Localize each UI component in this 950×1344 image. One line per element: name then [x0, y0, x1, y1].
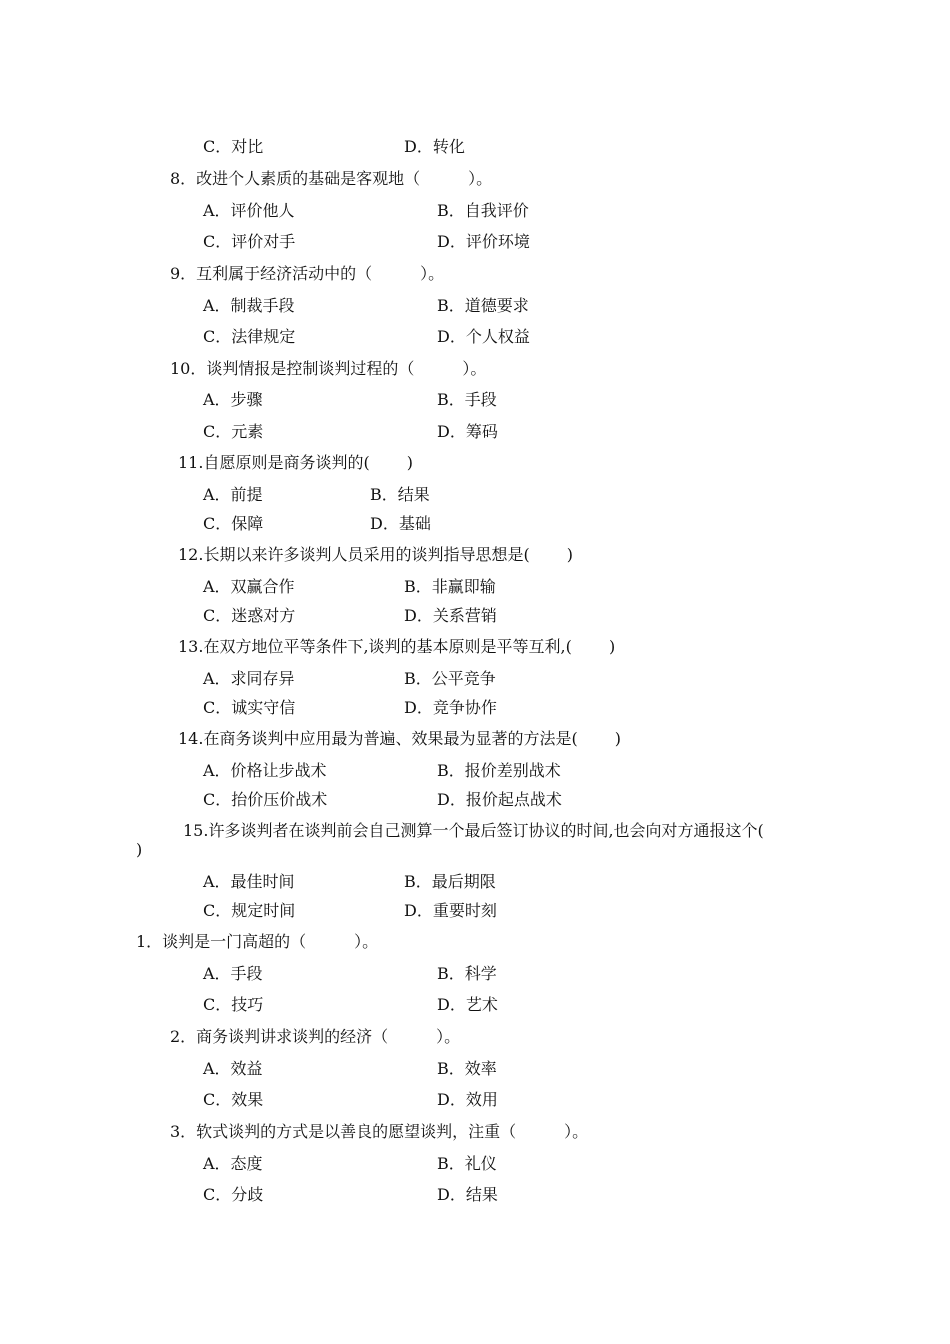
- option-b-q2: B．效率: [437, 1059, 497, 1078]
- option-b-q8: B．自我评价: [437, 201, 529, 220]
- option-d-q15: D．重要时刻: [404, 901, 497, 920]
- option-a-q1: A．手段: [203, 964, 263, 983]
- option-c-q14: C．抬价压价战术: [203, 790, 328, 809]
- option-b-q13: B．公平竞争: [404, 669, 496, 688]
- question-2: 2．商务谈判讲求谈判的经济（ ）。: [170, 1027, 461, 1046]
- question-12: 12.长期以来许多谈判人员采用的谈判指导思想是( ): [178, 545, 574, 564]
- question-9: 9．互利属于经济活动中的（ ）。: [170, 264, 445, 283]
- question-3: 3．软式谈判的方式是以善良的愿望谈判，注重（ ）。: [170, 1122, 589, 1141]
- option-b-q9: B．道德要求: [437, 296, 529, 315]
- option-a-q9: A．制裁手段: [203, 296, 295, 315]
- option-a-q2: A．效益: [203, 1059, 263, 1078]
- question-10: 10．谈判情报是控制谈判过程的（ ）。: [170, 359, 487, 378]
- option-b-q3: B．礼仪: [437, 1154, 497, 1173]
- option-b-q14: B．报价差别战术: [437, 761, 561, 780]
- option-c-q1: C．技巧: [203, 995, 264, 1014]
- option-b-q11: B．结果: [370, 485, 430, 504]
- option-b-q12: B．非赢即输: [404, 577, 496, 596]
- question-14: 14.在商务谈判中应用最为普遍、效果最为显著的方法是( ): [178, 729, 622, 748]
- option-c-q15: C．规定时间: [203, 901, 296, 920]
- option-d-q13: D．竞争协作: [404, 698, 497, 717]
- option-d-q8: D．评价环境: [437, 232, 530, 251]
- option-a-q13: A．求同存异: [203, 669, 295, 688]
- option-d-q14: D．报价起点战术: [437, 790, 562, 809]
- option-d-q2: D．效用: [437, 1090, 498, 1109]
- option-b-q10: B．手段: [437, 390, 497, 409]
- option-a-q8: A．评价他人: [203, 201, 295, 220]
- question-15-continuation: ): [136, 840, 143, 859]
- option-c-q13: C．诚实守信: [203, 698, 296, 717]
- option-c-q2: C．效果: [203, 1090, 264, 1109]
- option-c-q7: C．对比: [203, 137, 264, 156]
- option-d-q7: D．转化: [404, 137, 465, 156]
- option-d-q10: D．筹码: [437, 422, 498, 441]
- option-c-q12: C．迷惑对方: [203, 606, 296, 625]
- option-d-q9: D．个人权益: [437, 327, 530, 346]
- question-15: 15.许多谈判者在谈判前会自己测算一个最后签订协议的时间,也会向对方通报这个(: [183, 821, 764, 840]
- option-d-q1: D．艺术: [437, 995, 498, 1014]
- option-d-q11: D．基础: [370, 514, 431, 533]
- question-8: 8．改进个人素质的基础是客观地（ ）。: [170, 169, 493, 188]
- question-11: 11.自愿原则是商务谈判的( ): [178, 453, 414, 472]
- option-a-q11: A．前提: [203, 485, 263, 504]
- option-d-q3: D．结果: [437, 1185, 498, 1204]
- option-c-q3: C．分歧: [203, 1185, 264, 1204]
- question-1: 1．谈判是一门高超的（ ）。: [136, 932, 379, 951]
- option-a-q10: A．步骤: [203, 390, 263, 409]
- option-a-q15: A．最佳时间: [203, 872, 295, 891]
- option-c-q10: C．元素: [203, 422, 264, 441]
- option-c-q11: C．保障: [203, 514, 264, 533]
- option-a-q3: A．态度: [203, 1154, 263, 1173]
- option-c-q9: C．法律规定: [203, 327, 296, 346]
- option-c-q8: C．评价对手: [203, 232, 296, 251]
- option-b-q1: B．科学: [437, 964, 497, 983]
- option-a-q12: A．双赢合作: [203, 577, 295, 596]
- option-d-q12: D．关系营销: [404, 606, 497, 625]
- option-a-q14: A．价格让步战术: [203, 761, 327, 780]
- option-b-q15: B．最后期限: [404, 872, 496, 891]
- question-13: 13.在双方地位平等条件下,谈判的基本原则是平等互利,( ): [178, 637, 616, 656]
